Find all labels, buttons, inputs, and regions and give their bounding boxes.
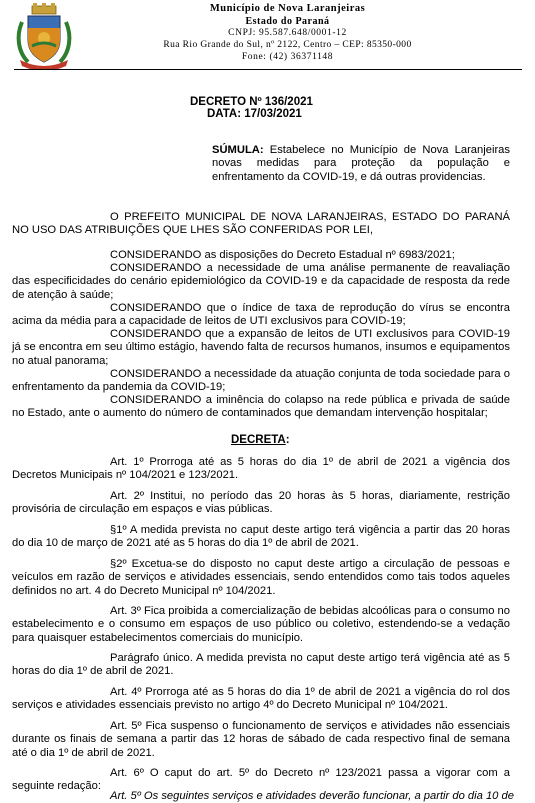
decreta-colon: : [285, 434, 290, 446]
letterhead-state: Estado do Paraná [245, 16, 330, 27]
considerando-1: CONSIDERANDO as disposições do Decreto Estadual nº 6983/2021; [110, 249, 455, 261]
decree-date: DATA: 17/03/2021 [207, 108, 302, 120]
article-4: Art. 4º Prorroga até as 5 horas do dia 1º de abril de 2021 a vigência do rol dos serviços e atividades essenciais previsto no artigo 4º do Decreto Municipal nº 104/2021. [12, 686, 510, 712]
summary-text: Estabelece no Município de Nova Laranjeiras novas medidas para proteção da população e enfrentamento da COVID-19, e dá outras providencias. [212, 144, 510, 183]
article-1: Art. 1º Prorroga até as 5 horas do dia 1º de abril de 2021 a vigência dos Decretos Municipais nº 104/2021 e 123/2021. [12, 456, 510, 482]
considerando-6: CONSIDERANDO a iminência do colapso na rede pública e privada de saúde no Estado, ante o aumento do número de contaminados que demandam intervenção hospitalar; [12, 394, 510, 420]
considerando-4: CONSIDERANDO que a expansão de leitos de UTI exclusivos para COVID-19 já se encontra em seu último estágio, havendo falta de recursos humanos, insumos e equipamentos no atual panorama; [12, 328, 510, 367]
letterhead-address: Rua Rio Grande do Sul, nº 2122, Centro – CEP: 85350-000 [163, 40, 412, 50]
preamble: O PREFEITO MUNICIPAL DE NOVA LARANJEIRAS, ESTADO DO PARANÁ NO USO DAS ATRIBUIÇÕES QUE LHES SÃO CONFERIDAS POR LEI, [12, 211, 510, 237]
article-3: Art. 3º Fica proibida a comercialização de bebidas alcoólicas para o consumo no estabelecimento e o consumo em espaços de uso público ou coletivo, estendendo-se a vedação para quaisquer estabelecimentos comerciais do município. [12, 605, 510, 644]
letterhead-municipality: Município de Nova Laranjeiras [209, 3, 366, 14]
article-6: Art. 6º O caput do art. 5º do Decreto nº 123/2021 passa a vigorar com a seguinte redação: [12, 767, 510, 793]
decree-number: DECRETO Nº 136/2021 [190, 96, 313, 108]
letterhead-phone: Fone: (42) 36371148 [241, 52, 334, 62]
summary-label: SÚMULA: [212, 144, 264, 156]
article-2-paragraph-1: §1º A medida prevista no caput deste artigo terá vigência a partir das 20 horas do dia 10 de março de 2021 até as 5 horas do dia 1º de abril de 2021. [12, 524, 510, 550]
article-2: Art. 2º Institui, no período das 20 horas às 5 horas, diariamente, restrição provisória de circulação em espaços e vias públicas. [12, 490, 510, 516]
letterhead-cnpj: CNPJ: 95.587.648/0001-12 [228, 28, 347, 38]
considerando-2: CONSIDERANDO a necessidade de uma análise permanente de reavaliação das especificidades do cenário epidemiológico da COVID-19 e da capacidade de resposta da rede de atenção à saúde; [12, 262, 510, 301]
considerando-5: CONSIDERANDO a necessidade da atuação conjunta de toda sociedade para o enfrentamento da pandemia da COVID-19; [12, 368, 510, 394]
article-2-paragraph-2: §2º Excetua-se do disposto no caput deste artigo a circulação de pessoas e veículos em razão de serviços e atividades essenciais, sendo entendidos como tais todos aqueles definidos no art. 4 do Decreto Municipal nº 104/2021. [12, 558, 510, 597]
letterhead-divider [14, 69, 522, 70]
decreta-word: DECRETA [231, 434, 286, 446]
decreta-heading [231, 434, 290, 447]
article-5: Art. 5º Fica suspenso o funcionamento de serviços e atividades não essenciais durante os finais de semana a partir das 12 horas de sábado de cada respectivo final de semana até o dia 1º de abril de 2021. [12, 720, 510, 759]
article-3-sole-paragraph: Parágrafo único. A medida prevista no caput deste artigo terá vigência até as 5 horas do dia 1º de abril de 2021. [12, 652, 510, 678]
quoted-article-5: Art. 5º Os seguintes serviços e atividades deverão funcionar, a partir do dia 10 de [110, 790, 514, 802]
decree-summary [212, 144, 510, 184]
considerando-3: CONSIDERANDO que o índice de taxa de reprodução do vírus se encontra acima da média para a capacidade de leitos de UTI exclusivos para COVID-19; [12, 302, 510, 328]
